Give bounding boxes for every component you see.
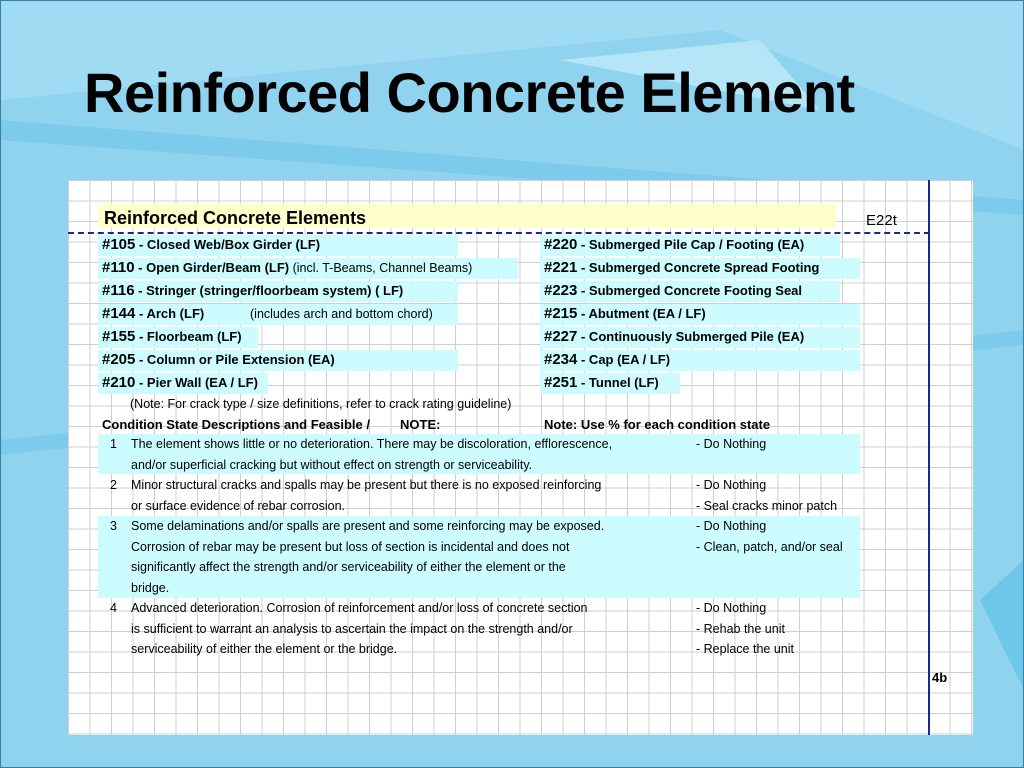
element-label: - Submerged Pile Cap / Footing (EA) [577, 237, 805, 252]
element-label: - Submerged Concrete Footing Seal [577, 283, 803, 298]
condition-line: significantly affect the strength and/or serviceability of either the element or the [131, 560, 566, 574]
element-label: - Continuously Submerged Pile (EA) [577, 329, 805, 344]
element-227 [544, 329, 804, 344]
element-code: #223 [544, 282, 578, 299]
element-105 [102, 237, 320, 252]
element-code: #227 [544, 328, 578, 345]
element-144 [102, 306, 204, 321]
element-code: #221 [544, 259, 578, 276]
condition-line: The element shows little or no deterioration. There may be discoloration, efflorescence, [131, 437, 613, 451]
condition-line: is sufficient to warrant an analysis to ascertain the impact on the strength and/or [131, 622, 573, 636]
condition-heading-left: Condition State Descriptions and Feasible / [102, 418, 370, 431]
element-label: - Arch (LF) [135, 306, 205, 321]
element-label: - Pier Wall (EA / LF) [135, 375, 258, 390]
element-221 [544, 260, 819, 275]
condition-action: - Do Nothing [696, 519, 767, 533]
element-110 [102, 260, 472, 275]
element-code: #116 [102, 282, 135, 299]
condition-line: and/or superficial cracking but without effect on strength or serviceability. [131, 458, 533, 472]
condition-action: - Rehab the unit [696, 622, 785, 636]
slide-title: Reinforced Concrete Element [84, 61, 855, 124]
sheet-id: E22t [866, 212, 897, 229]
condition-line: Advanced deterioration. Corrosion of reinforcement and/or loss of concrete section [131, 601, 588, 615]
condition-state-number: 3 [110, 519, 117, 533]
element-code: #155 [102, 328, 136, 345]
element-code: #215 [544, 305, 578, 322]
element-label: - Tunnel (LF) [577, 375, 659, 390]
element-144-note: (includes arch and bottom chord) [250, 307, 433, 321]
element-code: #205 [102, 351, 136, 368]
condition-state-number: 2 [110, 478, 117, 492]
condition-action: - Do Nothing [696, 478, 767, 492]
sheet-header: Reinforced Concrete Elements [104, 208, 367, 228]
page-number: 4b [932, 670, 948, 685]
element-label: - Cap (EA / LF) [577, 352, 671, 367]
element-label: - Submerged Concrete Spread Footing [577, 260, 820, 275]
element-code: #210 [102, 374, 136, 391]
condition-state-number: 4 [110, 601, 117, 615]
element-215 [544, 306, 706, 321]
element-251 [544, 375, 659, 390]
element-210 [102, 375, 258, 390]
sheet-right-border [928, 180, 930, 735]
header-divider [68, 232, 930, 234]
condition-line: Some delaminations and/or spalls are present and some reinforcing may be exposed. [131, 519, 605, 533]
element-223 [544, 283, 802, 298]
condition-action: - Replace the unit [696, 642, 794, 656]
condition-heading [102, 418, 440, 431]
condition-heading-note: NOTE: [400, 417, 441, 432]
condition-state-number: 1 [110, 437, 117, 451]
condition-line: Minor structural cracks and spalls may be present but there is no exposed reinforcing [131, 478, 602, 492]
element-label: - Floorbeam (LF) [135, 329, 242, 344]
condition-action: - Seal cracks minor patch [696, 499, 838, 513]
element-220 [544, 237, 804, 252]
element-code: #251 [544, 374, 578, 391]
element-sheet [68, 180, 973, 735]
element-label: - Abutment (EA / LF) [577, 306, 706, 321]
condition-line: bridge. [131, 581, 170, 595]
element-code: #110 [102, 259, 135, 276]
condition-line: Corrosion of rebar may be present but loss of section is incidental and does not [131, 540, 570, 554]
condition-note-right: Note: Use % for each condition state [544, 417, 771, 432]
condition-line: serviceability of either the element or the bridge. [131, 642, 398, 656]
element-label: - Column or Pile Extension (EA) [135, 352, 335, 367]
crack-note: (Note: For crack type / size definitions, refer to crack rating guideline) [130, 397, 512, 411]
element-code: #144 [102, 305, 136, 322]
element-code: #105 [102, 236, 136, 253]
element-code: #234 [544, 351, 578, 368]
condition-action: - Do Nothing [696, 601, 767, 615]
condition-action: - Clean, patch, and/or seal [696, 540, 843, 554]
element-234 [544, 352, 670, 367]
element-205 [102, 352, 335, 367]
element-label: - Closed Web/Box Girder (LF) [135, 237, 321, 252]
element-116 [102, 283, 403, 298]
element-label: - Open Girder/Beam (LF) [134, 260, 290, 275]
element-label: - Stringer (stringer/floorbeam system) ( LF) [134, 283, 404, 298]
condition-action: - Do Nothing [696, 437, 767, 451]
element-code: #220 [544, 236, 578, 253]
element-155 [102, 329, 242, 344]
element-note: (incl. T-Beams, Channel Beams) [289, 261, 473, 275]
condition-line: or surface evidence of rebar corrosion. [131, 499, 345, 513]
